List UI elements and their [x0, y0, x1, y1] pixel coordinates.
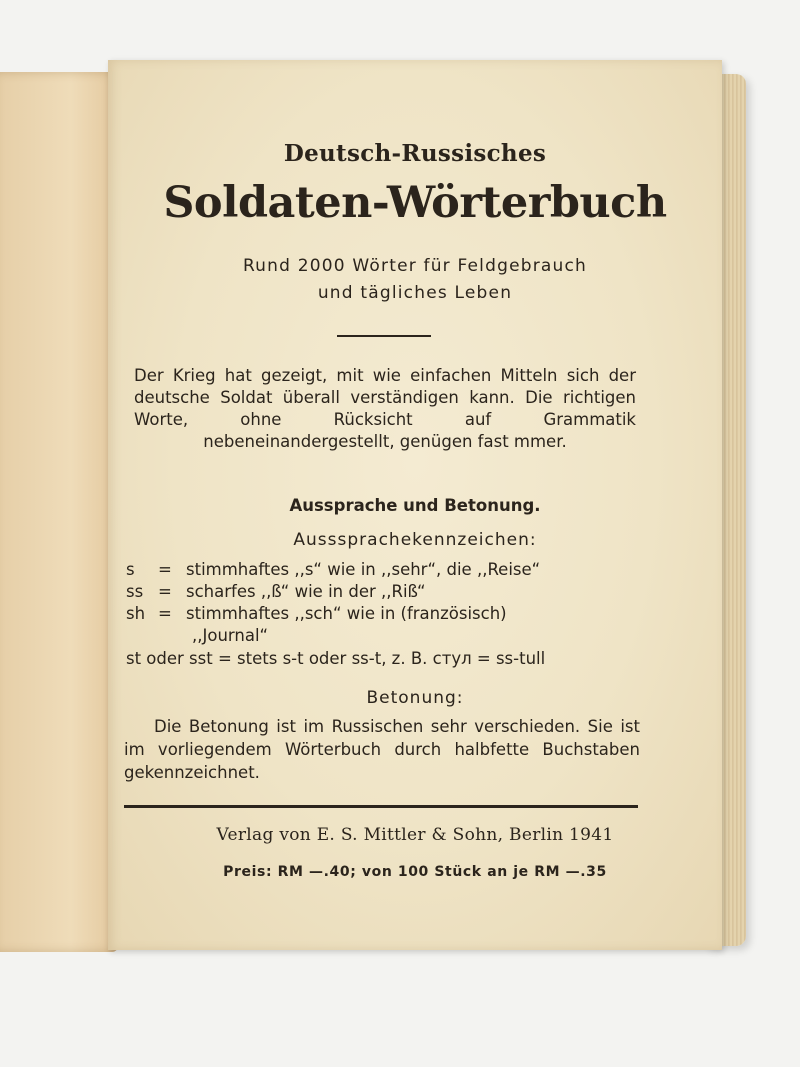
stress-heading: Betonung: — [366, 688, 464, 708]
mark-symbol: ss — [126, 582, 144, 601]
mark-line-ss — [126, 582, 426, 601]
mark-equals: = — [158, 560, 172, 579]
long-divider — [124, 805, 638, 808]
price-line: Preis: RM —.40; von 100 Stück an je RM —.35 — [223, 864, 607, 880]
intro-paragraph: Der Krieg hat gezeigt, mit wie einfachen Mitteln sich der deutsche Soldat überall verständigen kann. Die richtigen Worte, ohne Rücksicht auf Grammatik nebeneinandergestellt, genügen fast mmer. — [134, 366, 636, 451]
mark-line-sh — [126, 604, 507, 623]
mark-line-s — [126, 560, 540, 579]
short-divider — [337, 335, 431, 337]
book-title: Soldaten-Wörterbuch — [163, 178, 667, 228]
mark-symbol: sh — [126, 604, 146, 623]
stress-paragraph — [124, 715, 640, 784]
mark-equals: = — [158, 604, 172, 623]
tagline-line1: Rund 2000 Wörter für Feldgebrauch — [242, 256, 588, 276]
left-page — [0, 72, 118, 952]
pronunciation-heading: Aussprache und Betonung. — [289, 496, 541, 515]
stress-text: Die Betonung ist im Russischen sehr verschieden. Sie ist im vorliegendem Wörterbuch durch halbfette Buchstaben gekennzeichnet. — [124, 717, 640, 782]
publisher-line: Verlag von E. S. Mittler & Sohn, Berlin 1941 — [216, 825, 614, 845]
marks-heading: Ausssprachekennzeichen: — [293, 530, 537, 550]
book-subtitle: Deutsch-Russisches — [283, 140, 547, 167]
mark-text: stimmhaftes ,,s“ wie in ,,sehr“, die ,,Reise“ — [186, 560, 541, 579]
mark-line-continuation: ,,Journal“ — [192, 626, 269, 645]
booklet-page — [108, 60, 722, 950]
mark-equals: = — [158, 582, 172, 601]
mark-symbol: s — [126, 560, 135, 579]
st-rule-line: st oder sst = stets s-t oder ss-t, z. B. стул = ss-tull — [126, 649, 546, 668]
mark-text: stimmhaftes ,,sch“ wie in (französisch) — [186, 604, 507, 623]
mark-text: scharfes ,,ß“ wie in der ,,Riß“ — [186, 582, 426, 601]
tagline-line2: und tägliches Leben — [317, 283, 513, 303]
